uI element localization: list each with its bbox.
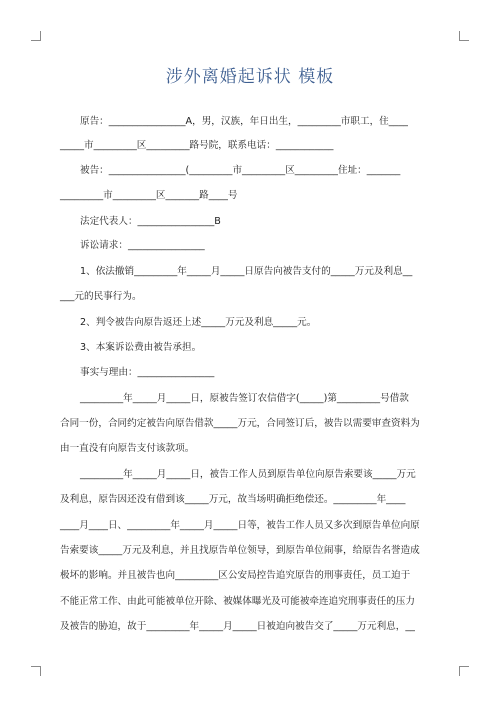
facts-1-line-1: _________年_____月_____日，原被告签订农信借字(_____)第_________号借款 — [80, 393, 409, 404]
crop-mark-bottom-right — [459, 666, 469, 676]
plaintiff-line-2: _____市_________区_________路号院，联系电话：____________ — [60, 140, 334, 151]
crop-mark-bottom-left — [31, 666, 41, 676]
facts-2-line-2: 及利息，原告因还没有借到该_____万元，故当场明确拒绝偿还。_________年____ — [60, 494, 406, 505]
claims-heading: 诉讼请求：________________ — [80, 240, 205, 251]
claim-1-line-2: ___元的民事行为。 — [60, 291, 142, 302]
claim-3-line: 3、本案诉讼费由被告承担。 — [80, 342, 202, 353]
crop-mark-top-left — [31, 31, 41, 41]
facts-2-line-1: _________年_____月_____日，被告工作人员到原告单位向原告索要该_____万元 — [80, 469, 416, 480]
facts-1-line-3: 由一直没有向原告支付该款项。 — [60, 443, 195, 454]
defendant-line-1: 被告：________________(_________市_________区_________住址：_______ — [80, 165, 401, 176]
facts-2-line-4: 告索要该_____万元及利息，并且找原告单位领导，到原告单位闹事，给原告名誉造成 — [60, 545, 420, 556]
facts-2-line-6: 不能正常工作、由此可能被单位开除、被媒体曝光及可能被牵连追究刑事责任的压力 — [60, 596, 415, 607]
claim-2-line: 2、判令被告向原告返还上述_____万元及利息_____元。 — [80, 317, 317, 328]
crop-mark-top-right — [459, 31, 469, 41]
facts-2-line-7: 及被告的胁迫，故于_________年_____月_____日被迫向被告交了_____万元利息，__ — [60, 621, 415, 632]
claim-1-line-1: 1、依法撤销_________年_____月_____日原告向被告支付的_____万元及利息__ — [80, 266, 413, 277]
facts-2-line-3: ____月____日、_________年_____月_____日等，被告工作人员又多次到原告单位向原 — [60, 520, 420, 531]
legal-representative-line: 法定代表人：________________B — [80, 216, 221, 227]
facts-1-line-2: 合同一份，合同约定被告向原告借款_____万元，合同签订后，被告以需要审查资料为 — [60, 418, 420, 429]
facts-heading: 事实与理由：________________ — [80, 367, 215, 378]
document-title: 涉外离婚起诉状 模板 — [165, 67, 335, 87]
plaintiff-line-1: 原告：________________A，男，汉族，年日出生，_________市职工，住____ — [80, 116, 408, 127]
defendant-line-2: _________市_________区_______路____号 — [60, 190, 238, 201]
facts-2-line-5: 极坏的影响。并且被告也向_________区公安局控告追究原告的刑事责任，员工迫于 — [60, 570, 411, 581]
